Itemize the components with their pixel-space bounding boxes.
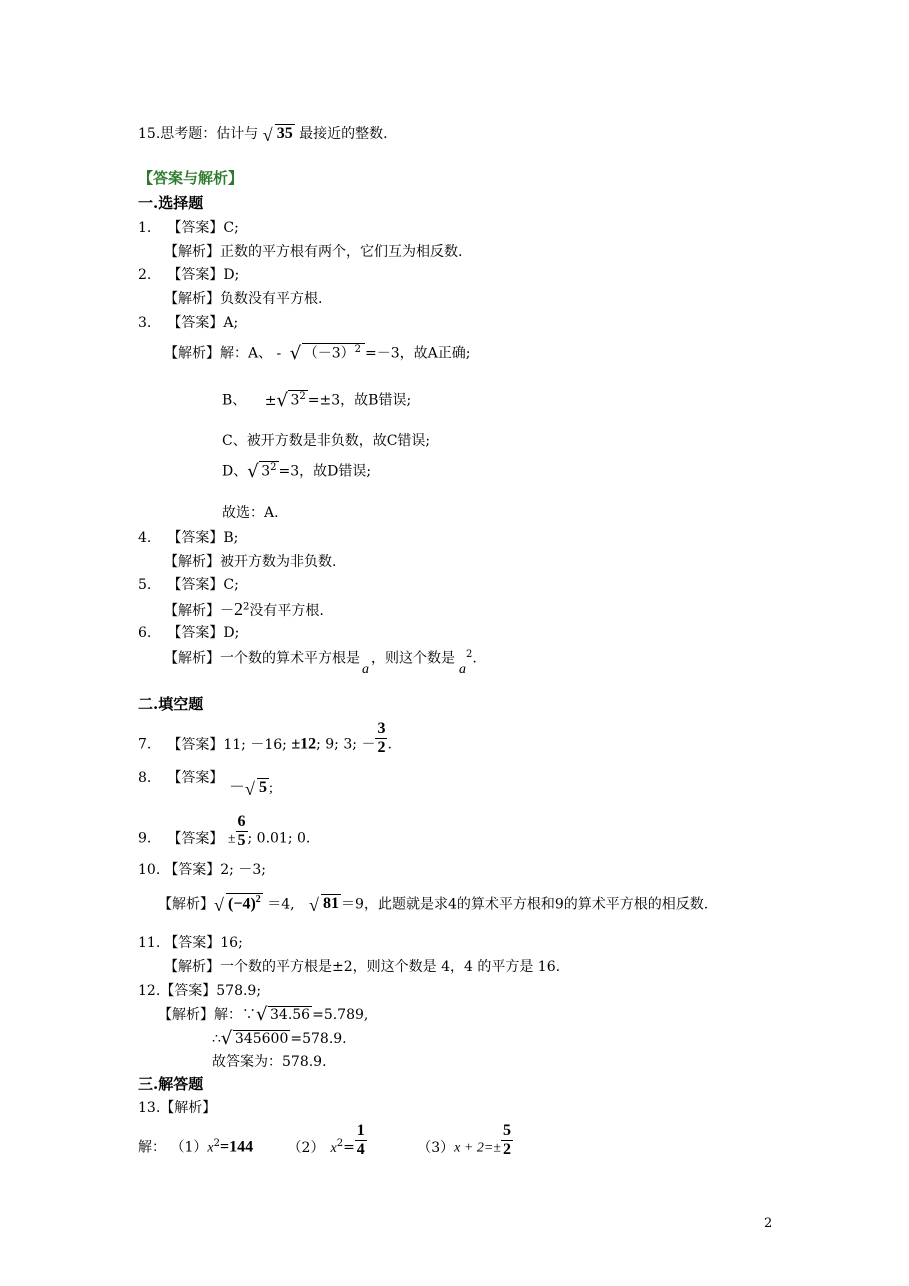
conclusion-12: 故答案为：578.9. xyxy=(212,1054,327,1070)
answer-13: 13.【解析】 xyxy=(138,1100,217,1116)
fraction-5-2: $\frac{5}{2}$ xyxy=(502,1122,511,1158)
section-choice: 一.选择题 xyxy=(138,194,204,212)
sqrt-neg3-squared: √ $(-3)^2$ xyxy=(290,343,365,361)
explanation-3a: 【解析】解：A、 - √ $(-3)^2 =-3$，故A正确; xyxy=(164,342,471,364)
answer-7: 7. 【答案】11; －16; ±12; 9; 3; － $\frac{3}{2}$ . xyxy=(138,720,392,756)
explanation-6: 【解析】一个数的算术平方根是a，则这个数是$a^2$. xyxy=(164,649,477,677)
conclusion-3: 故选：A. xyxy=(222,505,279,521)
answer-10: 10. 【答案】2; －3; xyxy=(138,862,266,878)
question-15 xyxy=(138,124,388,145)
q15-label: 15.思考题：估计与 xyxy=(138,126,259,142)
answers-header: 【答案与解析】 xyxy=(138,169,244,187)
sqrt-35: √ 35 xyxy=(262,125,293,145)
explanation-2: 【解析】负数没有平方根. xyxy=(164,291,323,307)
answer-8-value: － √ 5 ; xyxy=(229,779,273,799)
explanation-4: 【解析】被开方数为非负数. xyxy=(164,554,337,570)
answer-11: 11. 【答案】16; xyxy=(138,935,243,951)
answer-8: 8. 【答案】 xyxy=(138,770,224,786)
q15-tail: 最接近的整数. xyxy=(299,126,388,142)
section-solve: 三.解答题 xyxy=(138,1075,204,1093)
answer-9: 9. 【答案】 ± $\frac{6}{5}$ ; 0.01; 0. xyxy=(138,813,311,849)
sqrt-3-squared: √ $3^2$ xyxy=(276,389,306,411)
explanation-1: 【解析】正数的平方根有两个，它们互为相反数. xyxy=(164,244,463,260)
answer-4: 4. 【答案】B; xyxy=(138,530,239,546)
answer-2: 2. 【答案】D; xyxy=(138,267,240,283)
answer-5: 5. 【答案】C; xyxy=(138,577,239,593)
answer-12: 12.【答案】578.9; xyxy=(138,983,262,999)
explanation-12a: 【解析】解：∵ √ 34.56 =5.789, xyxy=(158,1004,369,1025)
explanation-3c: C、被开方数是非负数，故C错误; xyxy=(222,433,431,449)
explanation-5: 【解析】$-2^2$没有平方根. xyxy=(164,599,324,619)
solution-13: 解： $(1)x^2=144$ （2） $x^2=$ $\frac{1}{4}$ （3）x + 2=± $\frac{5}{2}$ xyxy=(138,1122,511,1158)
explanation-12b: ∴ √ 345600 =578.9. xyxy=(212,1028,347,1049)
explanation-11: 【解析】一个数的平方根是±2，则这个数是 4，4 的平方是 16. xyxy=(164,959,561,975)
sqrt-3-squared-d: √ $3^2$ xyxy=(247,460,277,482)
fraction-3-2: $\frac{3}{2}$ xyxy=(377,720,386,756)
explanation-3d: D、 √ $3^2 =3$，故D错误; xyxy=(222,460,372,482)
explanation-3b: B、 ± √ $3^2 =\pm 3$，故B错误; xyxy=(222,389,412,411)
section-fill: 二.填空题 xyxy=(138,695,204,713)
page-number: 2 xyxy=(764,1216,773,1231)
answer-1: 1. 【答案】C; xyxy=(138,220,239,236)
explanation-10: 【解析】 √ $(-4)^2 =4$, √ 81 ＝9，此题就是求4的算术平方根和9的算术平方根的相反数. xyxy=(158,894,709,916)
fraction-1-4: $\frac{1}{4}$ xyxy=(356,1122,365,1158)
fraction-6-5: $\frac{6}{5}$ xyxy=(237,813,246,849)
answer-3: 3. 【答案】A; xyxy=(138,315,239,331)
answer-6: 6. 【答案】D; xyxy=(138,625,240,641)
